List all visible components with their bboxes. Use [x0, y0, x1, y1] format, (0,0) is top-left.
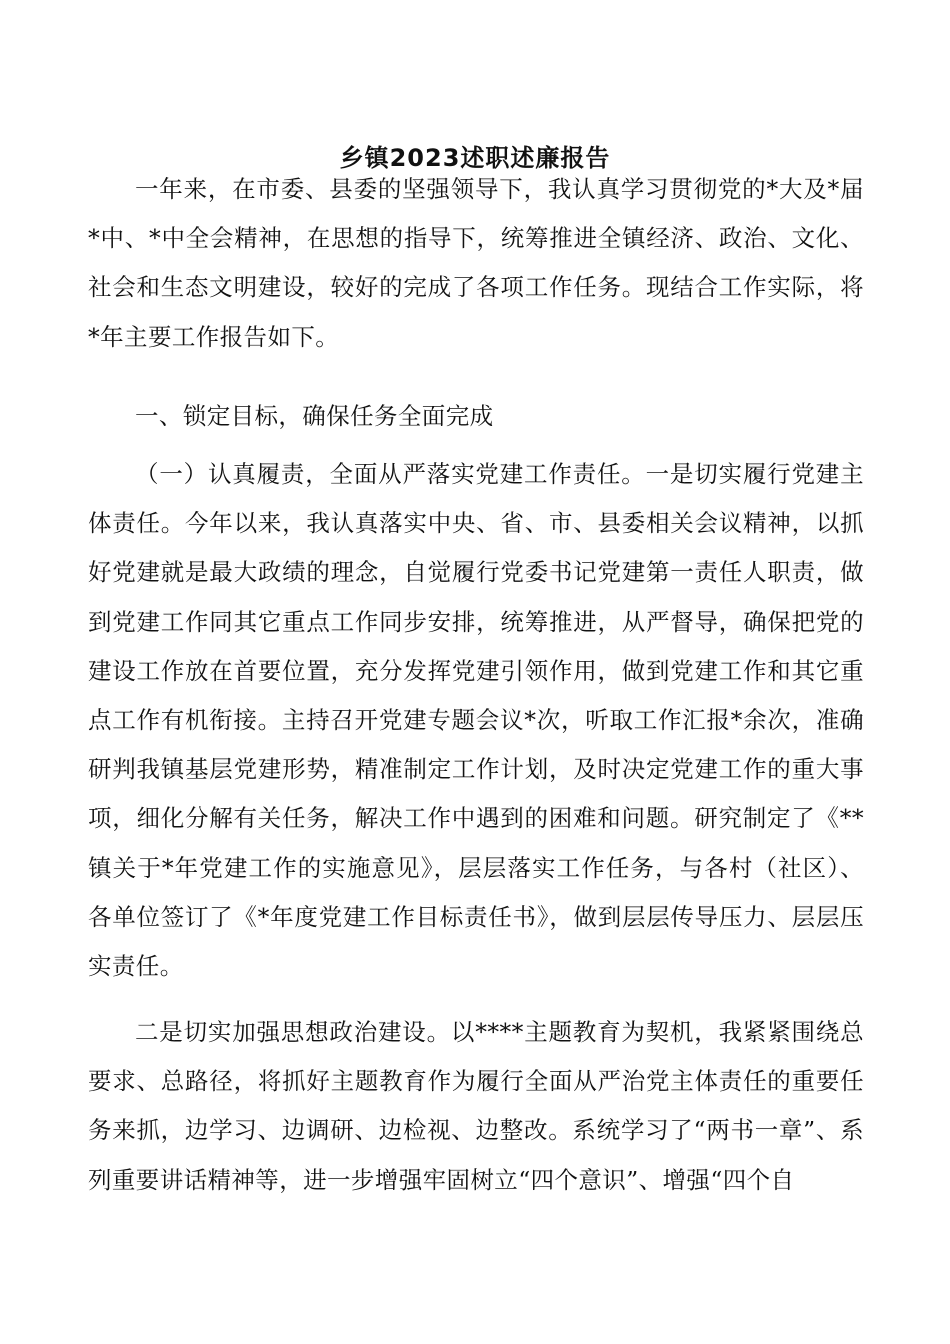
paragraph-party-building: （一）认真履责，全面从严落实党建工作责任。一是切实履行党建主体责任。今年以来，我认真落实中央、省、市、县委相关会议精神，以抓好党建就是最大政绩的理念，自觉履行党委书记党建第一责任人职责，做到党建工作同其它重点工作同步安排，统筹推进，从严督导，确保把党的建设工作放在首要位置，充分发挥党建引领作用，做到党建工作和其它重点工作有机衔接。主持召开党建专题会议*次，听取工作汇报*余次，准确研判我镇基层党建形势，精准制定工作计划，及时决定党建工作的重大事项，细化分解有关任务，解决工作中遇到的困难和问题。研究制定了《**镇关于*年党建工作的实施意见》，层层落实工作任务，与各村（社区）、各单位签订了《*年度党建工作目标责任书》，做到层层传导压力、层层压实责任。 — [88, 460, 864, 981]
paragraph-political-construction: 二是切实加强思想政治建设。以****主题教育为契机，我紧紧围绕总要求、总路径，将抓好主题教育作为履行全面从严治党主体责任的重要任务来抓，边学习、边调研、边检视、边整改。系统学习了“两书一章”、系列重要讲话精神等，进一步增强牢固树立“四个意识”、增强“四个自 — [88, 1018, 864, 1194]
paragraph-intro: 一年来，在市委、县委的坚强领导下，我认真学习贯彻党的*大及*届*中、*中全会精神，在思想的指导下，统筹推进全镇经济、政治、文化、社会和生态文明建设，较好的完成了各项工作任务。现结合工作实际，将*年主要工作报告如下。 — [88, 175, 864, 351]
section-heading-1: 一、锁定目标，确保任务全面完成 — [135, 402, 494, 430]
document-title: 乡镇2023述职述廉报告 — [339, 144, 611, 172]
